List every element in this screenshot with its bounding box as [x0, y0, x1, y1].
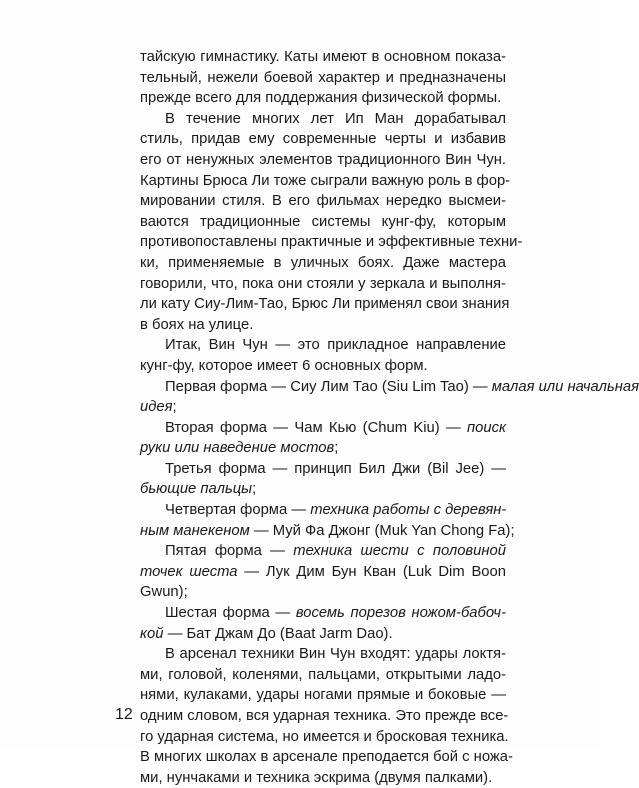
text-line [140, 541, 506, 562]
text-run: Первая форма — Сиу Лим Тао (Siu Lim Tao) — [165, 378, 492, 395]
text-run: ; [252, 481, 257, 498]
italic-text: поиск [467, 419, 506, 436]
text-line [140, 603, 506, 624]
italic-text: идея [140, 399, 173, 416]
text-line: тельный, нежели боевой характер и предназначены [140, 69, 506, 86]
italic-text: восемь порезов ножом-бабоч- [295, 605, 506, 622]
italic-text: точек шеста [140, 563, 238, 580]
text-line: В арсенал техники Вин Чун входят: удары локтя- [165, 646, 506, 663]
text-line: ли кату Сиу-Лим-Тао, Брюс Ли применял свои знания [140, 296, 510, 313]
text-line [140, 438, 506, 459]
page-number: 12 [115, 706, 133, 723]
text-line [140, 582, 506, 603]
text-line: в боях на улице. [140, 316, 254, 333]
italic-text: техника работы с деревян- [310, 502, 507, 519]
text-run: ; [172, 399, 177, 416]
text-line: Картины Брюса Ли тоже сыграли важную роль в фор- [140, 172, 511, 189]
italic-text: малая или начальная [491, 378, 639, 395]
text-line [140, 562, 506, 583]
text-run: Вторая форма — Чам Кью (Chum Kiu) — [165, 419, 467, 436]
text-run: Четвертая форма — [165, 502, 311, 519]
text-run: — Бат Джам До (Baat Jarm Dao). [163, 625, 393, 642]
body-text [140, 47, 639, 788]
text-line: го ударная система, но имеется и бросковая техника. [140, 728, 509, 745]
text-run: — Муй Фа Джонг (Muk Yan Chong Fa); [249, 522, 515, 539]
text-line: прежде всего для поддержания физической формы. [140, 90, 502, 107]
text-line: говорили, что, пока они стояли у зеркала и выполня- [140, 275, 506, 292]
text-line: стиль, придав ему современные черты и избавив [140, 131, 506, 148]
text-line [140, 459, 506, 480]
text-line [140, 500, 506, 521]
italic-text: бьющие пальцы [140, 481, 253, 498]
text-run: Третья форма — принцип Бил Джи (Bil Jee) — [165, 460, 506, 477]
text-run: ; [334, 440, 339, 457]
text-line [140, 479, 506, 500]
text-run: Пятая форма — [165, 543, 294, 560]
text-line [140, 377, 639, 398]
text-line [140, 624, 506, 645]
text-line: мировании стиля. В его фильмах нередко высмеи- [140, 193, 506, 210]
text-line: кунг-фу, которое имеет 6 основных форм. [140, 357, 428, 374]
text-line [140, 418, 506, 439]
text-line: ми, головой, коленями, пальцами, открытыми ладо- [140, 666, 506, 683]
text-line: одним словом, вся ударная техника. Это прежде все- [140, 708, 509, 724]
text-line [140, 521, 515, 542]
text-line: В течение многих лет Ип Ман дорабатывал [165, 110, 506, 127]
italic-text: техника шести с половиной [293, 543, 506, 560]
text-line: противопоставлены практичные и эффективные техни- [140, 234, 523, 251]
text-line: ми, нунчаками и техника эскрима (двумя палками). [140, 769, 493, 786]
text-line: ваются традиционные системы кунг-фу, которым [140, 213, 506, 230]
text-run: Gwun); [140, 584, 188, 601]
italic-text: руки или наведение мостов [140, 440, 335, 457]
italic-text: ным манекеном [140, 522, 250, 539]
italic-text: кой [140, 625, 164, 642]
text-line: его от ненужных элементов традиционного Вин Чун. [140, 151, 506, 168]
text-line: В многих школах в арсенале преподается бой с ножа- [140, 749, 513, 766]
text-line [140, 397, 506, 418]
text-line: Итак, Вин Чун — это прикладное направление [165, 337, 506, 354]
text-line: нями, кулаками, удары ногами прямые и боковые — [140, 687, 506, 704]
text-run: Шестая форма — [165, 605, 296, 622]
text-run: — Лук Дим Бун Кван (Luk Dim Boon [237, 563, 506, 580]
text-line: тайскую гимнастику. Каты имеют в основном показа- [140, 49, 506, 65]
text-line: ки, применяемые в уличных боях. Даже мастера [140, 254, 506, 271]
